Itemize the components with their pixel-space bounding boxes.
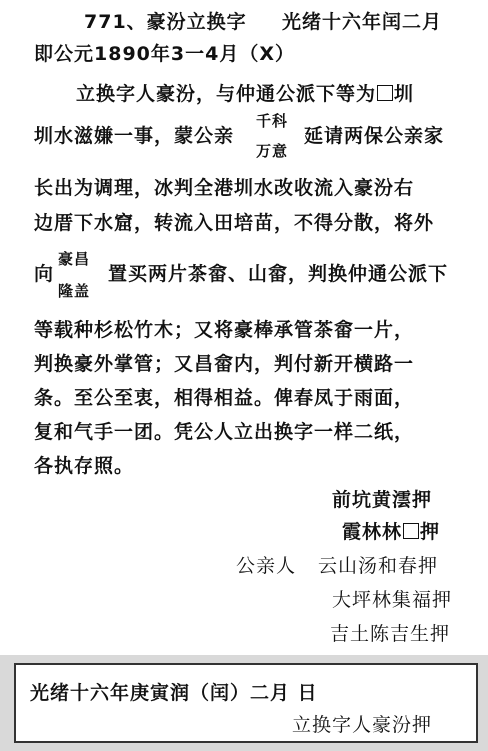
signature-4: 大坪林集福押 (332, 589, 453, 611)
body-line-5b: 置买两片茶畲、山畲，判换仲通公派下 (108, 263, 449, 285)
document-number-title: 771、豪汾立换字 (84, 11, 247, 33)
signature-2 (342, 520, 440, 544)
body-line-2-bottom-names: 万意 (256, 142, 289, 160)
body-line-7: 判换豪外掌管；又昌畲内，判付新开横路一 (34, 353, 415, 375)
body-line-2-top-names: 千科 (256, 112, 289, 130)
body-line-5-bottom-names: 隆盖 (58, 282, 91, 300)
body-line-5a: 向 (34, 263, 55, 285)
body-line-1 (76, 82, 414, 106)
signature-2-name: 霞林林 (342, 521, 403, 543)
document-date-title: 光绪十六年闰二月 (282, 11, 443, 33)
missing-char-box (377, 85, 393, 101)
body-line-8: 条。至公至衷，相得相益。俾春凤于雨面， (34, 387, 415, 409)
signature-2-mark: 押 (420, 521, 441, 543)
body-line-1-text: 立换字人豪汾，与仲通公派下等为 (76, 83, 377, 105)
body-line-9: 复和气手一团。凭公人立出换字一样二纸， (34, 421, 415, 443)
gregorian-date: 即公元1890年3一4月（X） (34, 43, 295, 65)
body-line-2a: 圳水滋嫌一事，蒙公亲 (34, 125, 235, 147)
body-line-1-end: 圳 (394, 83, 415, 105)
signature-1: 前坑黄澐押 (332, 489, 433, 511)
body-line-10: 各执存照。 (34, 455, 135, 477)
footer-date: 光绪十六年庚寅润（闰）二月 日 (30, 682, 318, 704)
footer-signer: 立换字人豪汾押 (292, 714, 433, 736)
body-line-3: 长出为调理，冰判全港圳水改收流入豪汾右 (34, 177, 415, 199)
body-line-5-top-names: 豪昌 (58, 250, 91, 268)
signature-3: 云山汤和春押 (318, 555, 439, 577)
body-line-4: 边厝下水窟，转流入田培苗，不得分散，将外 (34, 212, 435, 234)
witness-label: 公亲人 (236, 555, 297, 577)
signature-5: 吉土陈吉生押 (330, 623, 451, 645)
body-line-6: 等载种杉松竹木；又将豪棒承管茶畲一片， (34, 319, 415, 341)
footer-box (14, 663, 478, 743)
missing-char-box (403, 523, 419, 539)
body-line-2b: 延请两保公亲家 (304, 125, 445, 147)
